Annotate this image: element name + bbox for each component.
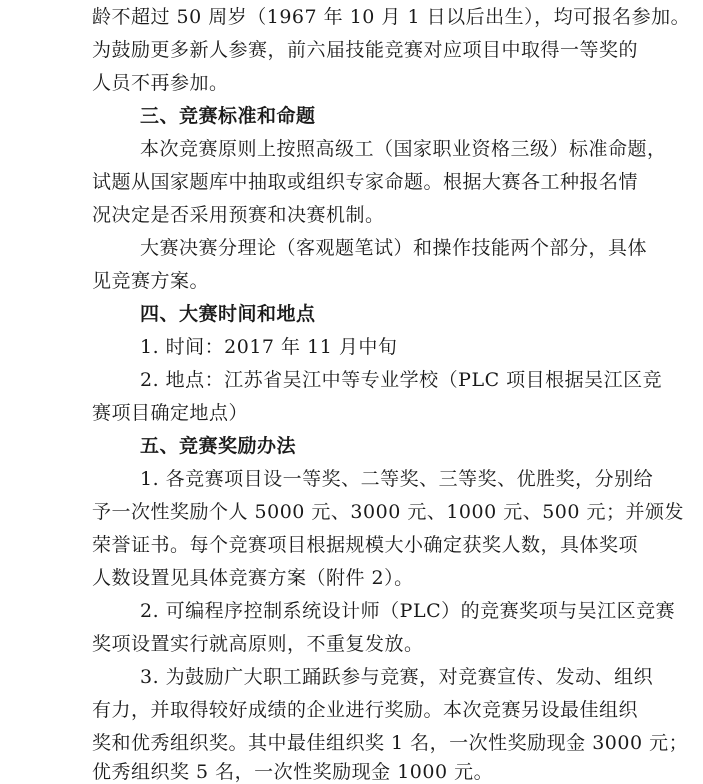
section-heading-5: 五、竞赛奖励办法 xyxy=(140,435,297,457)
body-line-5: 本次竞赛原则上按照高级工（国家职业资格三级）标准命题， xyxy=(140,138,667,160)
award-item-2-cont: 奖项设置实行就高原则，不重复发放。 xyxy=(92,633,424,655)
award-item-3-cont: 有力，并取得较好成绩的企业进行奖励。本次竞赛另设最佳组织 xyxy=(92,699,639,721)
award-item-2: 2. 可编程序控制系统设计师（PLC）的竞赛奖项与吴江区竞赛 xyxy=(140,600,676,622)
award-item-1-cont: 人数设置见具体竞赛方案（附件 2）。 xyxy=(92,567,414,589)
award-item-1-cont: 予一次性奖励个人 5000 元、3000 元、1000 元、500 元；并颁发 xyxy=(92,501,685,523)
award-item-3-cont: 优秀组织奖 5 名，一次性奖励现金 1000 元。 xyxy=(92,761,494,783)
time-item: 1. 时间：2017 年 11 月中旬 xyxy=(140,336,398,358)
body-line-2: 为鼓励更多新人参赛，前六届技能竞赛对应项目中取得一等奖的 xyxy=(92,39,639,61)
location-item-cont: 赛项目确定地点） xyxy=(92,402,249,424)
location-item: 2. 地点：江苏省吴江中等专业学校（PLC 项目根据吴江区竞 xyxy=(140,369,663,391)
award-item-3-cont: 奖和优秀组织奖。其中最佳组织奖 1 名，一次性奖励现金 3000 元； xyxy=(92,732,689,754)
award-item-3: 3. 为鼓励广大职工踊跃参与竞赛，对竞赛宣传、发动、组织 xyxy=(140,666,654,688)
body-line-8: 大赛决赛分理论（客观题笔试）和操作技能两个部分，具体 xyxy=(140,237,648,259)
section-heading-4: 四、大赛时间和地点 xyxy=(140,303,316,325)
body-line-9: 见竞赛方案。 xyxy=(92,270,210,292)
award-item-1: 1. 各竞赛项目设一等奖、二等奖、三等奖、优胜奖，分别给 xyxy=(140,468,654,490)
body-line-6: 试题从国家题库中抽取或组织专家命题。根据大赛各工种报名情 xyxy=(92,171,639,193)
section-heading-3: 三、竞赛标准和命题 xyxy=(140,105,316,127)
body-line-1: 龄不超过 50 周岁（1967 年 10 月 1 日以后出生），均可报名参加。 xyxy=(92,6,691,28)
body-line-7: 况决定是否采用预赛和决赛机制。 xyxy=(92,204,385,226)
body-line-3: 人员不再参加。 xyxy=(92,72,229,94)
award-item-1-cont: 荣誉证书。每个竞赛项目根据规模大小确定获奖人数，具体奖项 xyxy=(92,534,639,556)
